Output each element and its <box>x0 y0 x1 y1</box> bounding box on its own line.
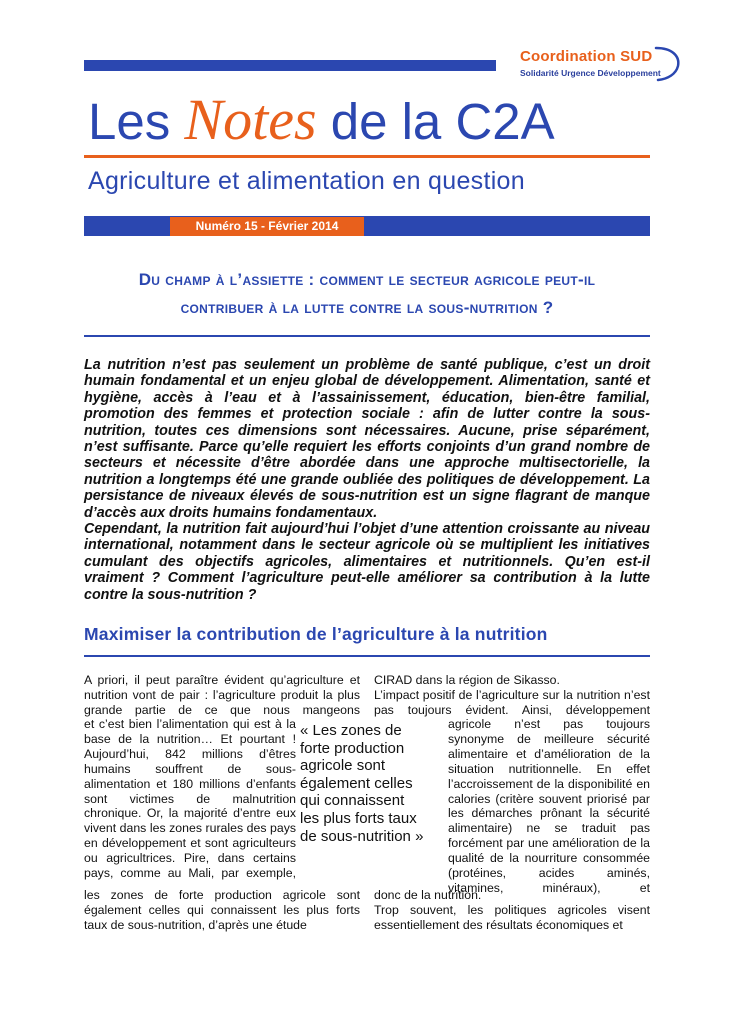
orange-divider <box>84 155 650 158</box>
coordination-sud-logo <box>520 48 680 90</box>
title-notes: Notes <box>184 87 317 152</box>
right-paragraph-wrap: agricole n’est pas toujours synonyme de meilleure sécurité alimentaire et d’amélioration de la situation nutritionnelle. En effet l’accroissement de la disponibilité en calories (critère souvent priorisé par les démarches prônant la sécurité alimentaire) ne se traduit pas forcément par une amélioration de la qualité de la nourriture consommée (protéines, acides aminés, vitamines, minéraux), et <box>448 717 650 895</box>
section-title: Maximiser la contribution de l’agriculture à la nutrition <box>84 624 548 644</box>
left-paragraph-start: A priori, il peut paraître évident qu’agriculture et nutrition vont de pair : l’agriculture produit la plus grande partie de ce que nous mangeons <box>84 673 360 717</box>
title-les: Les <box>88 93 171 150</box>
intro-paragraph-1: La nutrition n’est pas seulement un problème de santé publique, c’est un droit humain fondamental et un enjeu global de développement. Alimentation, santé et hygiène, accès à l’eau et à l’assainissement, éducation, bien-être familial, promotion des femmes et protection sociale : afin de lutter contre la sous-nutrition, toutes ces dimensions sont nécessaires. Aucune, prise séparément, n’est suffisante. Parce qu’elle requiert les efforts conjoints d’un grand nombre de secteurs et nécessite d’être abordée dans une approche multisectorielle, la nutrition a longtemps été une grande oubliée des politiques de développement. La persistance de niveaux élevés de sous-nutrition est un signe flagrant de manque d’accès aux droits humains fondamentaux. <box>84 357 650 521</box>
publication-title <box>88 87 555 152</box>
left-column-wrap <box>84 717 296 881</box>
pull-quote: « Les zones de forte production agricole sont également celles qui connaissent les plus forts taux de sous-nutrition » <box>300 722 424 845</box>
left-column-bottom <box>84 888 360 933</box>
logo-swoosh-icon <box>650 44 684 82</box>
right-paragraph-2-start: L’impact positif de l’agriculture sur la nutrition n’est pas toujours évident. Ainsi, développement <box>374 687 650 717</box>
logo-tagline: Solidarité Urgence Développement <box>520 68 661 78</box>
issue-number: Numéro 15 - Février 2014 <box>170 217 364 236</box>
article-headline <box>84 266 650 322</box>
blue-divider <box>84 655 650 657</box>
logo-name: Coordination SUD <box>520 48 653 65</box>
blue-divider <box>84 335 650 337</box>
left-column-top <box>84 673 360 718</box>
left-paragraph-wrap: et c’est bien l’alimentation qui est à la base de la nutrition… Et pourtant ! Aujourd’hui, 842 millions d’êtres humains souffrent de sous-alimentation et 180 millions d’enfants sont victimes de malnutrition chronique. Or, la majorité d’entre eux vivent dans les zones rurales des pays en développement et sont agriculteurs ou agricultrices. Pire, dans certains pays, comme au Mali, par exemple, <box>84 717 296 881</box>
publication-subtitle: Agriculture et alimentation en question <box>88 167 525 195</box>
title-rest: de la C2A <box>330 93 555 150</box>
right-column-bottom <box>374 888 650 933</box>
headline-line-1: Du champ à l’assiette : comment le secteur agricole peut-il <box>138 270 596 289</box>
right-column-top <box>374 673 650 718</box>
left-paragraph-end: les zones de forte production agricole sont également celles qui connaissent les plus forts taux de sous-nutrition, d’après une étude <box>84 888 360 932</box>
right-line-1: CIRAD dans la région de Sikasso. <box>374 673 560 687</box>
top-blue-bar <box>84 60 496 71</box>
right-column-wrap <box>448 717 650 896</box>
right-line-end: donc de la nutrition. <box>374 888 482 902</box>
intro-text <box>84 357 650 603</box>
right-paragraph-3: Trop souvent, les politiques agricoles visent essentiellement des résultats économiques et <box>374 902 650 932</box>
headline-line-2: contribuer à la lutte contre la sous-nutrition ? <box>180 298 554 317</box>
issue-band <box>84 216 650 236</box>
intro-paragraph-2: Cependant, la nutrition fait aujourd’hui l’objet d’une attention croissante au niveau international, notamment dans le secteur agricole où se multiplient les initiatives cumulant des objectifs agricoles, alimentaires et nutritionnels. Qu’en est-il vraiment ? Comment l’agriculture peut-elle améliorer sa contribution à la lutte contre la sous-nutrition ? <box>84 521 650 603</box>
